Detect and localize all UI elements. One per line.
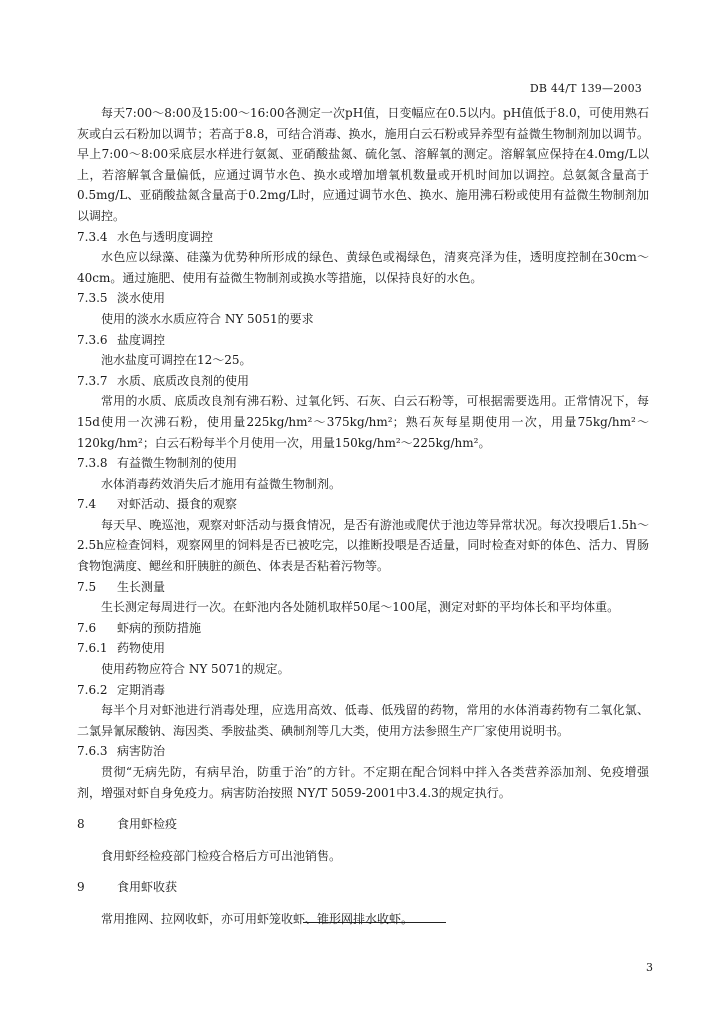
body-paragraph: 水体消毒药效消失后才施用有益微生物制剂。 <box>101 476 342 491</box>
section-heading <box>77 638 649 659</box>
section-heading <box>77 680 649 701</box>
section-heading <box>77 494 649 515</box>
section-heading <box>77 618 649 639</box>
section-number: 7.6.2 <box>77 682 108 697</box>
body-paragraph: 每天早、晚巡池，观察对虾活动与摄食情况，是否有游池或爬伏于池边等异常状况。每次投喂后1.5h～2.5h应检查饲料，观察网里的饲料是否已被吃完，以推断投喂是否适量，同时检查对虾的体色、活力、胃肠食物饱满度、鳃丝和肝胰脏的颜色、体表是否粘着污物等。 <box>77 517 649 574</box>
section-title: 水色与透明度调控 <box>117 229 214 244</box>
body-paragraph: 水色应以绿藻、硅藻为优势种所形成的绿色、黄绿色或褐绿色，清爽亮泽为佳，透明度控制在30cm～40cm。通过施肥、使用有益微生物制剂或换水等措施，以保持良好的水色。 <box>77 250 649 285</box>
body-paragraph: 常用的水质、底质改良剂有沸石粉、过氧化钙、石灰、白云石粉等，可根据需要选用。正常情况下，每15d使用一次沸石粉，使用量225kg/hm²～375kg/hm²；熟石灰每星期使用一次，用量75kg/hm²～120kg/hm²；白云石粉每半个月使用一次，用量150kg/hm²～225kg/hm²。 <box>77 394 649 450</box>
section-title: 对虾活动、摄食的观察 <box>117 497 238 512</box>
body-paragraph: 每半个月对虾池进行消毒处理，应选用高效、低毒、低残留的药物，常用的水体消毒药物有二氧化氯、二氯异氰尿酸钠、海因类、季胺盐类、碘制剂等几大类，使用方法参照生产厂家使用说明书。 <box>77 703 649 738</box>
section-number: 7.3.4 <box>77 229 108 244</box>
section-title: 水质、底质改良剂的使用 <box>117 373 250 388</box>
section-heading <box>77 814 649 835</box>
end-rule <box>303 922 446 923</box>
section-heading <box>77 877 649 898</box>
document-body <box>77 103 649 930</box>
section-number: 9 <box>77 880 85 895</box>
section-number: 7.3.5 <box>77 291 108 306</box>
body-paragraph: 常用推网、拉网收虾，亦可用虾笼收虾、锥形网排水收虾。 <box>101 911 414 926</box>
section-heading <box>77 453 649 474</box>
body-paragraph: 使用药物应符合 NY 5071的规定。 <box>101 662 290 677</box>
section-title: 药物使用 <box>117 641 166 656</box>
section-heading <box>77 227 649 248</box>
body-paragraph: 每天7:00～8:00及15:00～16:00各测定一次pH值，日变幅应在0.5以内。pH值低于8.0，可使用熟石灰或白云石粉加以调节；若高于8.8，可结合消毒、换水，施用白云石粉或异养型有益微生物制剂加以调节。早上7:00～8:00采底层水样进行氨氮、亚硝酸盐氮、硫化氢、溶解氧的测定。溶解氧应保持在4.0mg/L以上，若溶解氧含量偏低，应通过调节水色、换水或增加增氧机数量或开机时间加以调控。总氨氮含量高于0.5mg/L、亚硝酸盐氮含量高于0.2mg/L时，应通过调节水色、换水、施用沸石粉或使用有益微生物制剂加以调控。 <box>77 106 649 223</box>
section-number: 7.3.8 <box>77 456 108 471</box>
section-gap <box>77 898 649 909</box>
body-paragraph: 食用虾经检疫部门检疫合格后方可出池销售。 <box>101 848 342 863</box>
section-heading <box>77 741 649 762</box>
section-title: 盐度调控 <box>117 332 166 347</box>
section-heading <box>77 371 649 392</box>
section-title: 食用虾检疫 <box>117 817 178 832</box>
standard-code: DB 44/T 139—2003 <box>529 82 642 95</box>
section-gap <box>77 866 649 877</box>
section-title: 食用虾收获 <box>117 880 178 895</box>
section-title: 虾病的预防措施 <box>117 620 202 635</box>
section-title: 淡水使用 <box>117 291 166 306</box>
section-title: 生长测量 <box>117 579 166 594</box>
section-number: 7.3.7 <box>77 373 108 388</box>
section-heading <box>77 330 649 351</box>
section-gap <box>77 803 649 814</box>
section-number: 7.6.3 <box>77 744 108 759</box>
section-number: 7.6.1 <box>77 641 108 656</box>
body-paragraph: 生长测定每周进行一次。在虾池内各处随机取样50尾～100尾，测定对虾的平均体长和平均体重。 <box>101 600 620 615</box>
section-title: 定期消毒 <box>117 682 166 697</box>
section-number: 7.3.6 <box>77 332 108 347</box>
section-heading <box>77 288 649 309</box>
body-paragraph: 贯彻“无病先防，有病早治，防重于治”的方针。不定期在配合饲料中拌入各类营养添加剂、免疫增强剂，增强对虾自身免疫力。病害防治按照 NY/T 5059-2001中3.4.3的规定执行。 <box>77 765 649 800</box>
section-number: 7.4 <box>77 497 97 512</box>
section-title: 有益微生物制剂的使用 <box>117 456 238 471</box>
section-number: 7.5 <box>77 579 97 594</box>
section-title: 病害防治 <box>117 744 166 759</box>
body-paragraph: 使用的淡水水质应符合 NY 5051的要求 <box>101 311 314 326</box>
section-number: 7.6 <box>77 620 97 635</box>
section-gap <box>77 835 649 846</box>
section-heading <box>77 577 649 598</box>
page-number: 3 <box>646 961 653 974</box>
body-paragraph: 池水盐度可调控在12～25。 <box>101 353 252 368</box>
section-number: 8 <box>77 817 85 832</box>
